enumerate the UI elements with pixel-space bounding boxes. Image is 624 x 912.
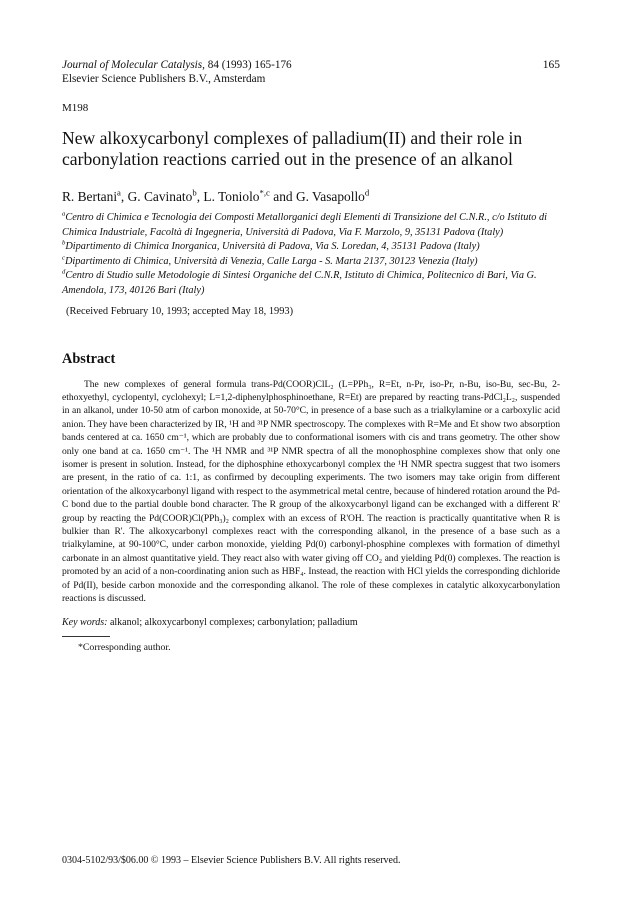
journal-header	[62, 58, 560, 86]
author-affiliation-mark: d	[364, 187, 370, 198]
affiliation-item	[62, 211, 560, 240]
journal-citation: 84 (1993) 165-176	[204, 59, 292, 71]
affiliation-mark: b	[62, 239, 66, 247]
author-list	[62, 189, 560, 205]
author-separator: and	[269, 189, 296, 204]
author-affiliation-mark: b	[192, 187, 197, 198]
affiliation-mark: c	[62, 254, 65, 262]
title-line: New alkoxycarbonyl complexes of palladium(II) and their role in	[62, 128, 523, 148]
affiliation-item	[62, 240, 560, 255]
title-line: carbonylation reactions carried out in the presence of an alkanol	[62, 149, 513, 169]
keywords	[62, 617, 560, 628]
author-name: G. Vasapollo	[295, 189, 365, 204]
article-title	[62, 128, 560, 170]
received-dates: (Received February 10, 1993; accepted May 18, 1993)	[66, 305, 294, 317]
affiliation-mark: a	[62, 210, 66, 218]
affiliation-text: Centro di Studio sulle Metodologie di Sintesi Organiche del C.N.R, Istituto di Chimica, Politecnico di Bari, Via G. Amendola, 173, 40126 Bari (Italy)	[62, 270, 537, 296]
author-name: R. Bertani	[62, 189, 118, 204]
affiliation-list	[62, 211, 560, 299]
author-name: L. Toniolo	[203, 189, 260, 204]
publisher-line: Elsevier Science Publishers B.V., Amsterdam	[62, 73, 266, 85]
affiliation-text: Dipartimento di Chimica Inorganica, Università di Padova, Via S. Loredan, 4, 35131 Padova (Italy)	[65, 241, 480, 253]
author-separator: ,	[120, 189, 128, 204]
abstract-body: The new complexes of general formula trans-Pd(COOR)ClL₂ (L=PPh₃, R=Et, n-Pr, iso-Pr, n-Bu, iso-Bu, sec-Bu, 2-ethoxyethyl, cyclopentyl, cyclohexyl; L=1,2-diphenylphosphinoethane, R=Et) are prepared by reacting trans-PdCl₂L₂, suspended in an alkanol, under 10-50 atm of carbon monoxide, at 50-70°C, in presence of a base such as a trialkylamine or a carboxylic acid anion. They have been characterized by IR, ¹H and ³¹P NMR spectroscopy. The complexes with R=Me and Et show two absorption bands centered at ca. 1650 cm⁻¹, which are probably due to conformational isomers with cis and trans geometry. The other show only one band at ca. 1650 cm⁻¹. The ¹H NMR and ³¹P NMR spectra of all the monophosphine complexes show that only one isomer is present in solution. Instead, for the diphosphine ethoxycarbonyl complex the ¹H NMR spectra suggest that two isomers are present, in the ratio of ca. 1:1, as confirmed by decoupling experiments. The two isomers may take origin from different orientation of the alkoxycarbonyl ligand with respect to the asymmetrical metal centre, because of hindered rotation around the Pd-C bond due to the partial double bond character. The R group of the alkoxycarbonyl ligand can be exchanged with a different R' group by reacting the Pd(COOR)Cl(PPh₃)₂ complex with an excess of R'OH. The reaction is practically quantitative when R is bulkier than R'. The alkoxycarbonyl complexes react with the corresponding alkanol, in the presence of a base such as a trialkylamine, at 90-100°C, under carbon monoxide, yielding Pd(0) carbonyl-phosphine complexes with formation of dimethyl carbonate in an almost quantitative yield. They react also with water giving off CO₂ and yielding Pd(0) complexes. The reaction is promoted by an acid of a non-coordinating anion such as HBF₄. Instead, the reaction with HCl yields the corresponding dichloride of Pd(II), beside carbon monoxide and the corresponding alkanol. The role of these complexes in catalytic alkoxycarbonylation reactions is discussed.	[62, 378, 560, 605]
affiliation-text: Dipartimento di Chimica, Università di Venezia, Calle Larga - S. Marta 2137, 30123 Venezia (Italy)	[64, 255, 478, 267]
keywords-text: alkanol; alkoxycarbonyl complexes; carbonylation; palladium	[107, 617, 358, 629]
article-page	[62, 58, 560, 653]
copyright-footer: 0304-5102/93/$06.00 © 1993 – Elsevier Science Publishers B.V. All rights reserved.	[62, 855, 401, 866]
footnote-divider	[62, 636, 110, 637]
keywords-label: Key words:	[62, 617, 108, 629]
author-affiliation-mark: a	[117, 187, 121, 198]
author-affiliation-mark: *,c	[259, 187, 270, 198]
author-separator: ,	[196, 189, 204, 204]
author-name: G. Cavinato	[127, 189, 193, 204]
article-code: M198	[62, 102, 89, 114]
affiliation-item	[62, 269, 560, 298]
corresponding-author-footnote: *Corresponding author.	[78, 642, 171, 654]
affiliation-mark: d	[62, 268, 66, 276]
affiliation-text: Centro di Chimica e Tecnologia dei Composti Metallorganici degli Elementi di Transizione del C.N.R., c/o Istituto di Chimica Industriale, Facoltà di Ingegneria, Università di Padova, Via F. Marzolo, 9, 35131 Padova (Italy)	[62, 212, 547, 238]
affiliation-item	[62, 255, 560, 270]
page-number: 165	[542, 59, 560, 71]
journal-name: Journal of Molecular Catalysis,	[62, 59, 205, 71]
abstract-heading: Abstract	[62, 350, 116, 367]
